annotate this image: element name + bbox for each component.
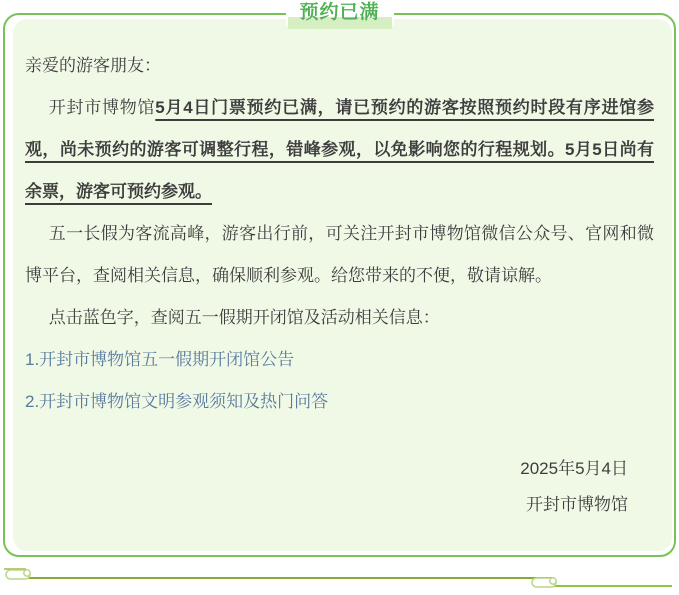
link-visitor-guide-faq[interactable]: 2.开封市博物馆文明参观须知及热门问答 bbox=[25, 392, 329, 411]
paragraph-links-intro: 点击蓝色字，查阅五一假期开闭馆及活动相关信息： bbox=[48, 308, 440, 327]
notice-body-panel bbox=[13, 19, 672, 551]
scroll-divider-decoration bbox=[0, 563, 679, 595]
notice-title-label: 预约已满 bbox=[299, 2, 380, 23]
notice-signature: 开封市博物馆 bbox=[526, 495, 628, 514]
paragraph-holiday-advice: 五一长假为客流高峰，游客出行前，可关注开封市博物馆微信公众号、官网和微博平台，查阅相关信息，确保顺利参观。给您带来的不便，敬请谅解。 bbox=[25, 224, 654, 285]
paragraph-lead-text: 开封市博物馆 bbox=[48, 98, 156, 117]
link-opening-hours-announcement[interactable]: 1.开封市博物馆五一假期开闭馆公告 bbox=[25, 350, 295, 369]
notice-date: 2025年5月4日 bbox=[520, 459, 628, 478]
notice-title bbox=[285, 1, 393, 25]
paragraph-reservation-full bbox=[25, 87, 654, 213]
signature-block bbox=[25, 451, 654, 523]
greeting-text: 亲爱的游客朋友： bbox=[25, 56, 161, 75]
paragraph-bold-underline-text: 5月4日门票预约已满，请已预约的游客按照预约时段有序进馆参观，尚未预约的游客可调整行程，错峰参观，以免影响您的行程规划。5月5日尚有余票，游客可预约参观。 bbox=[25, 98, 654, 201]
